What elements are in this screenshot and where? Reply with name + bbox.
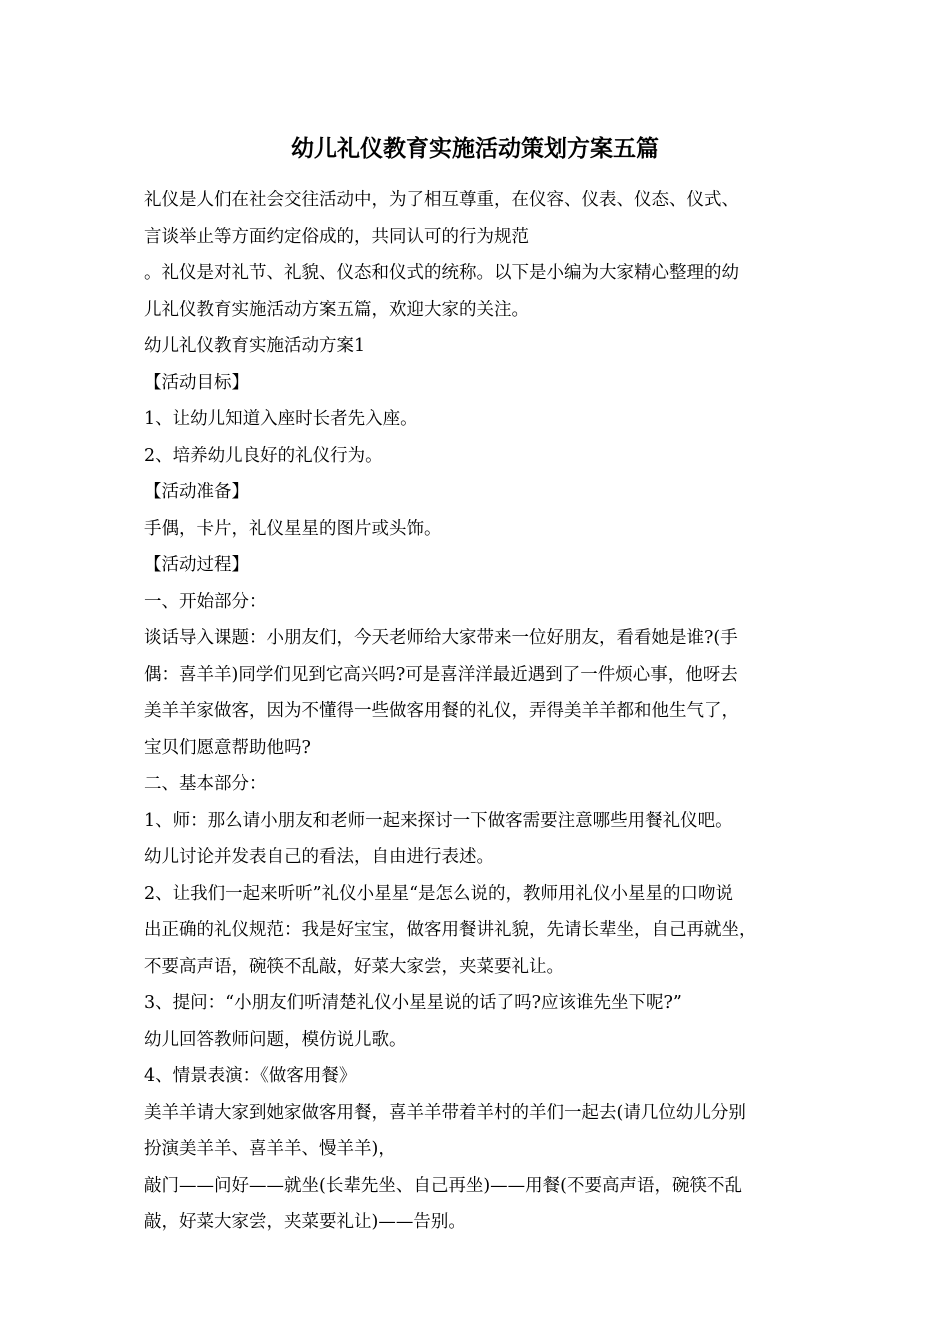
text-line: 美羊羊请大家到她家做客用餐，喜羊羊带着羊村的羊们一起去(请几位幼儿分别 xyxy=(144,1102,746,1123)
subsection-heading: 【活动过程】 xyxy=(144,555,249,575)
document-body xyxy=(144,182,814,1241)
list-item: 4、情景表演：《做客用餐》 xyxy=(144,1066,357,1086)
subsection-heading: 【活动目标】 xyxy=(144,372,249,393)
list-item: 1、让幼儿知道入座时长者先入座。 xyxy=(144,409,418,429)
text-line: 幼儿讨论并发表自己的看法，自由进行表述。 xyxy=(144,847,494,867)
text-line: 礼仪是人们在社会交往活动中，为了相互尊重，在仪容、仪表、仪态、仪式、 xyxy=(144,190,739,210)
part-heading: 二、基本部分： xyxy=(144,774,267,794)
list-item: 2、培养幼儿良好的礼仪行为。 xyxy=(144,445,383,466)
text-line: 谈话导入课题：小朋友们，今天老师给大家带来一位好朋友，看看她是谁?(手 xyxy=(144,628,738,648)
subsection-heading: 【活动准备】 xyxy=(144,482,249,502)
text-line: 偶：喜羊羊)同学们见到它高兴吗?可是喜洋洋最近遇到了一件烦心事，他呀去 xyxy=(144,664,738,685)
list-item: 3、提问：“小朋友们听清楚礼仪小星星说的话了吗?应该谁先坐下呢?” xyxy=(144,993,682,1013)
text-line: 幼儿回答教师问题，模仿说儿歌。 xyxy=(144,1029,407,1050)
text-line: 敲，好菜大家尝，夹菜要礼让)——告别。 xyxy=(144,1212,466,1232)
text-line: 儿礼仪教育实施活动方案五篇，欢迎大家的关注。 xyxy=(144,299,529,320)
text-line: 扮演美羊羊、喜羊羊、慢羊羊)， xyxy=(144,1139,396,1159)
text-line: 宝贝们愿意帮助他吗? xyxy=(144,737,311,758)
text-line: 出正确的礼仪规范：我是好宝宝，做客用餐讲礼貌，先请长辈坐，自己再就坐， xyxy=(144,920,757,940)
text-line: 言谈举止等方面约定俗成的，共同认可的行为规范 xyxy=(144,226,529,247)
text-line: 不要高声语，碗筷不乱敲，好菜大家尝，夹菜要礼让。 xyxy=(144,956,564,977)
list-item: 2、让我们一起来听听”礼仪小星星“是怎么说的，教师用礼仪小星星的口吻说 xyxy=(144,883,734,904)
text-line: 美羊羊家做客，因为不懂得一些做客用餐的礼仪，弄得美羊羊都和他生气了， xyxy=(144,701,739,721)
part-heading: 一、开始部分： xyxy=(144,591,267,612)
section-heading: 幼儿礼仪教育实施活动方案1 xyxy=(144,336,366,356)
list-item: 1、师：那么请小朋友和老师一起来探讨一下做客需要注意哪些用餐礼仪吧。 xyxy=(144,810,733,831)
text-line: 手偶，卡片，礼仪星星的图片或头饰。 xyxy=(144,518,442,539)
text-line: 敲门——问好——就坐(长辈先坐、自己再坐)——用餐(不要高声语，碗筷不乱 xyxy=(144,1175,742,1196)
document-title: 幼儿礼仪教育实施活动策划方案五篇 xyxy=(291,135,659,162)
text-line: 。礼仪是对礼节、礼貌、仪态和仪式的统称。以下是小编为大家精心整理的幼 xyxy=(144,263,739,283)
